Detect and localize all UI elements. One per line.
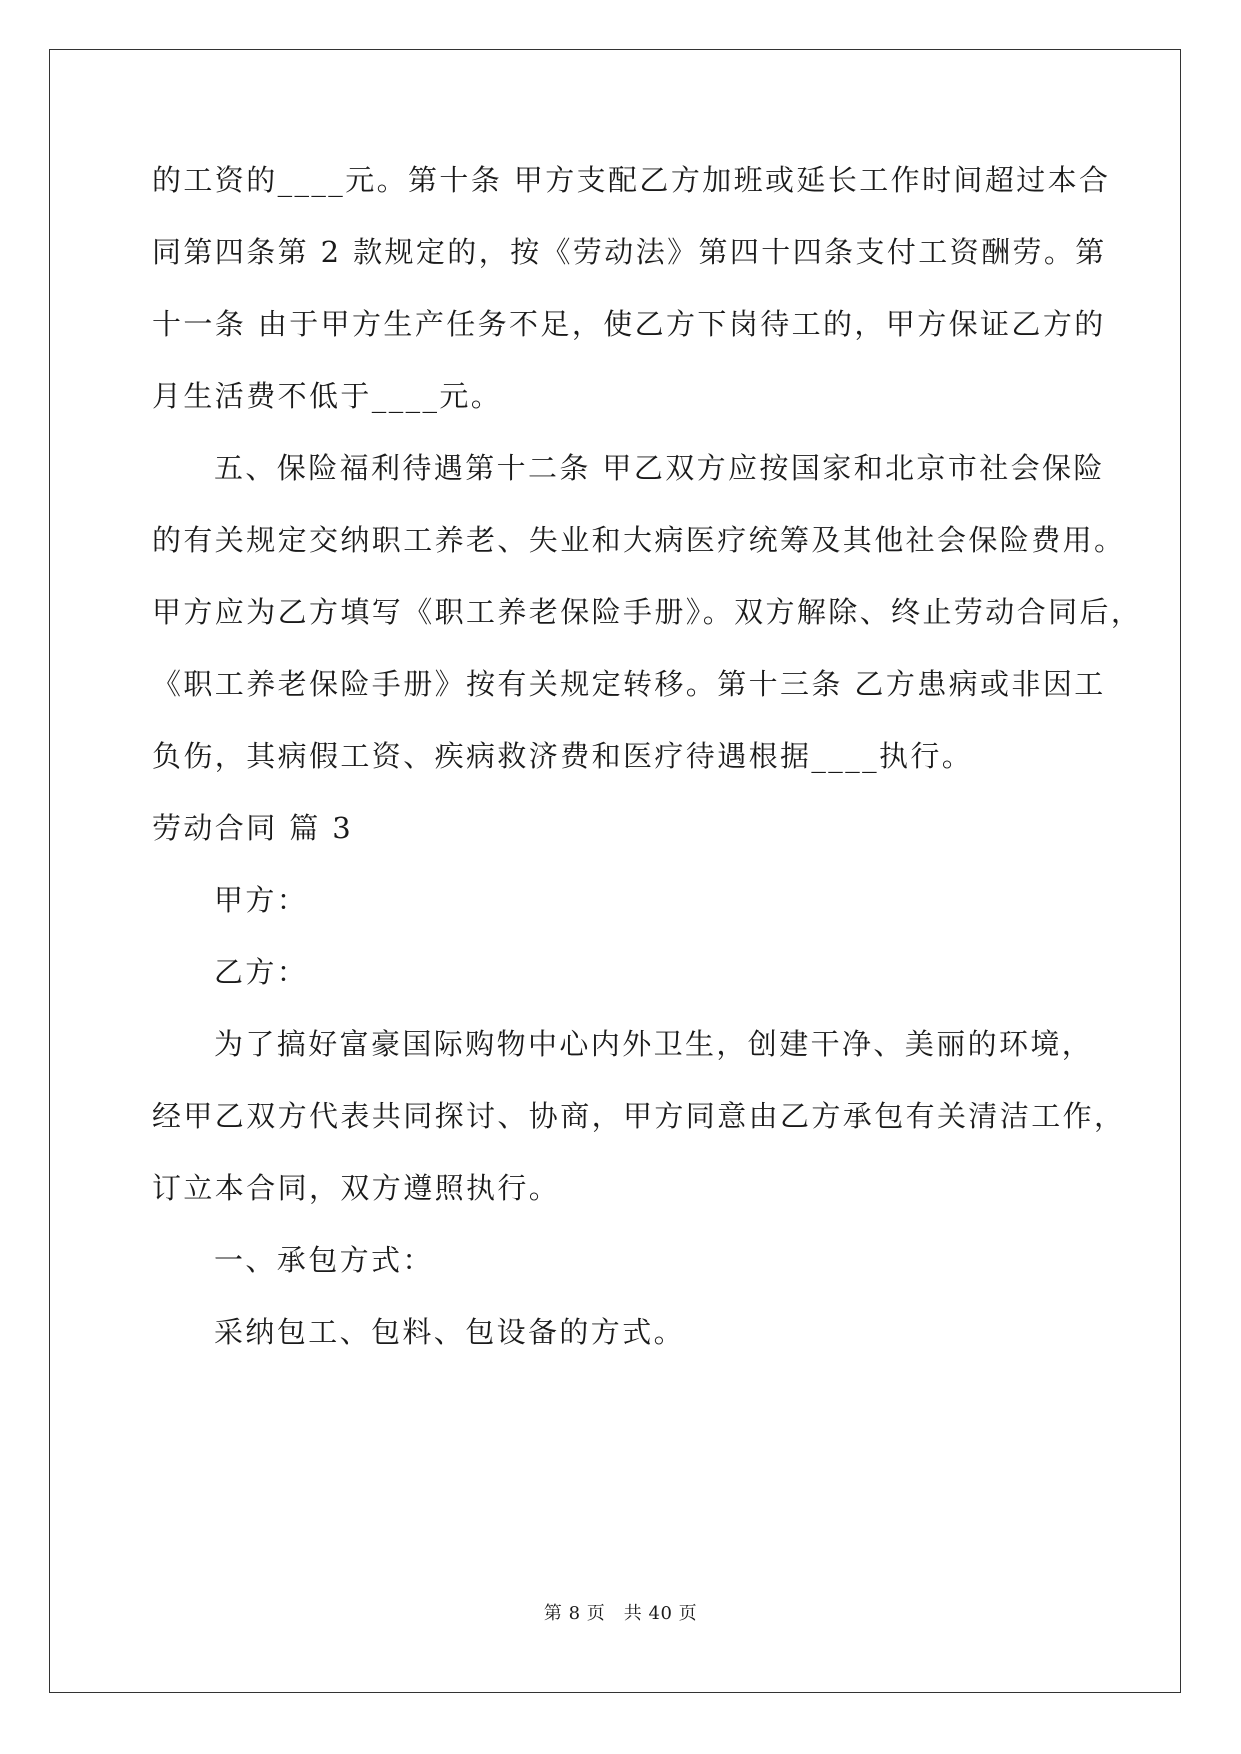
text-line: 的有关规定交纳职工养老、失业和大病医疗统筹及其他社会保险费用。: [152, 523, 1126, 557]
party-b-label: 乙方：: [214, 955, 309, 989]
paragraph-start: 为了搞好富豪国际购物中心内外卫生，创建干净、美丽的环境，: [214, 1027, 1094, 1061]
page-border: [49, 49, 1181, 1693]
text-line: 的工资的____元。第十条 甲方支配乙方加班或延长工作时间超过本合: [152, 163, 1111, 197]
text-line: 甲方应为乙方填写《职工养老保险手册》。双方解除、终止劳动合同后，: [152, 595, 1143, 629]
paragraph-start: 五、保险福利待遇第十二条 甲乙双方应按国家和北京市社会保险: [214, 451, 1105, 485]
text-line: 负伤，其病假工资、疾病救济费和医疗待遇根据____执行。: [152, 739, 974, 773]
paragraph-start: 采纳包工、包料、包设备的方式。: [214, 1315, 686, 1349]
text-line: 月生活费不低于____元。: [152, 379, 503, 413]
party-a-label: 甲方：: [214, 883, 309, 917]
section-heading: 劳动合同 篇 3: [152, 811, 354, 845]
text-line: 同第四条第 2 款规定的，按《劳动法》第四十四条支付工资酬劳。第: [152, 235, 1107, 269]
text-line: 十一条 由于甲方生产任务不足，使乙方下岗待工的，甲方保证乙方的: [152, 307, 1106, 341]
clause-heading: 一、承包方式：: [214, 1243, 434, 1277]
text-line: 《职工养老保险手册》按有关规定转移。第十三条 乙方患病或非因工: [152, 667, 1106, 701]
text-line: 订立本合同，双方遵照执行。: [152, 1171, 561, 1205]
text-line: 经甲乙双方代表共同探讨、协商，甲方同意由乙方承包有关清洁工作，: [152, 1099, 1126, 1133]
page-number-footer: 第 8 页 共 40 页: [543, 1603, 698, 1624]
